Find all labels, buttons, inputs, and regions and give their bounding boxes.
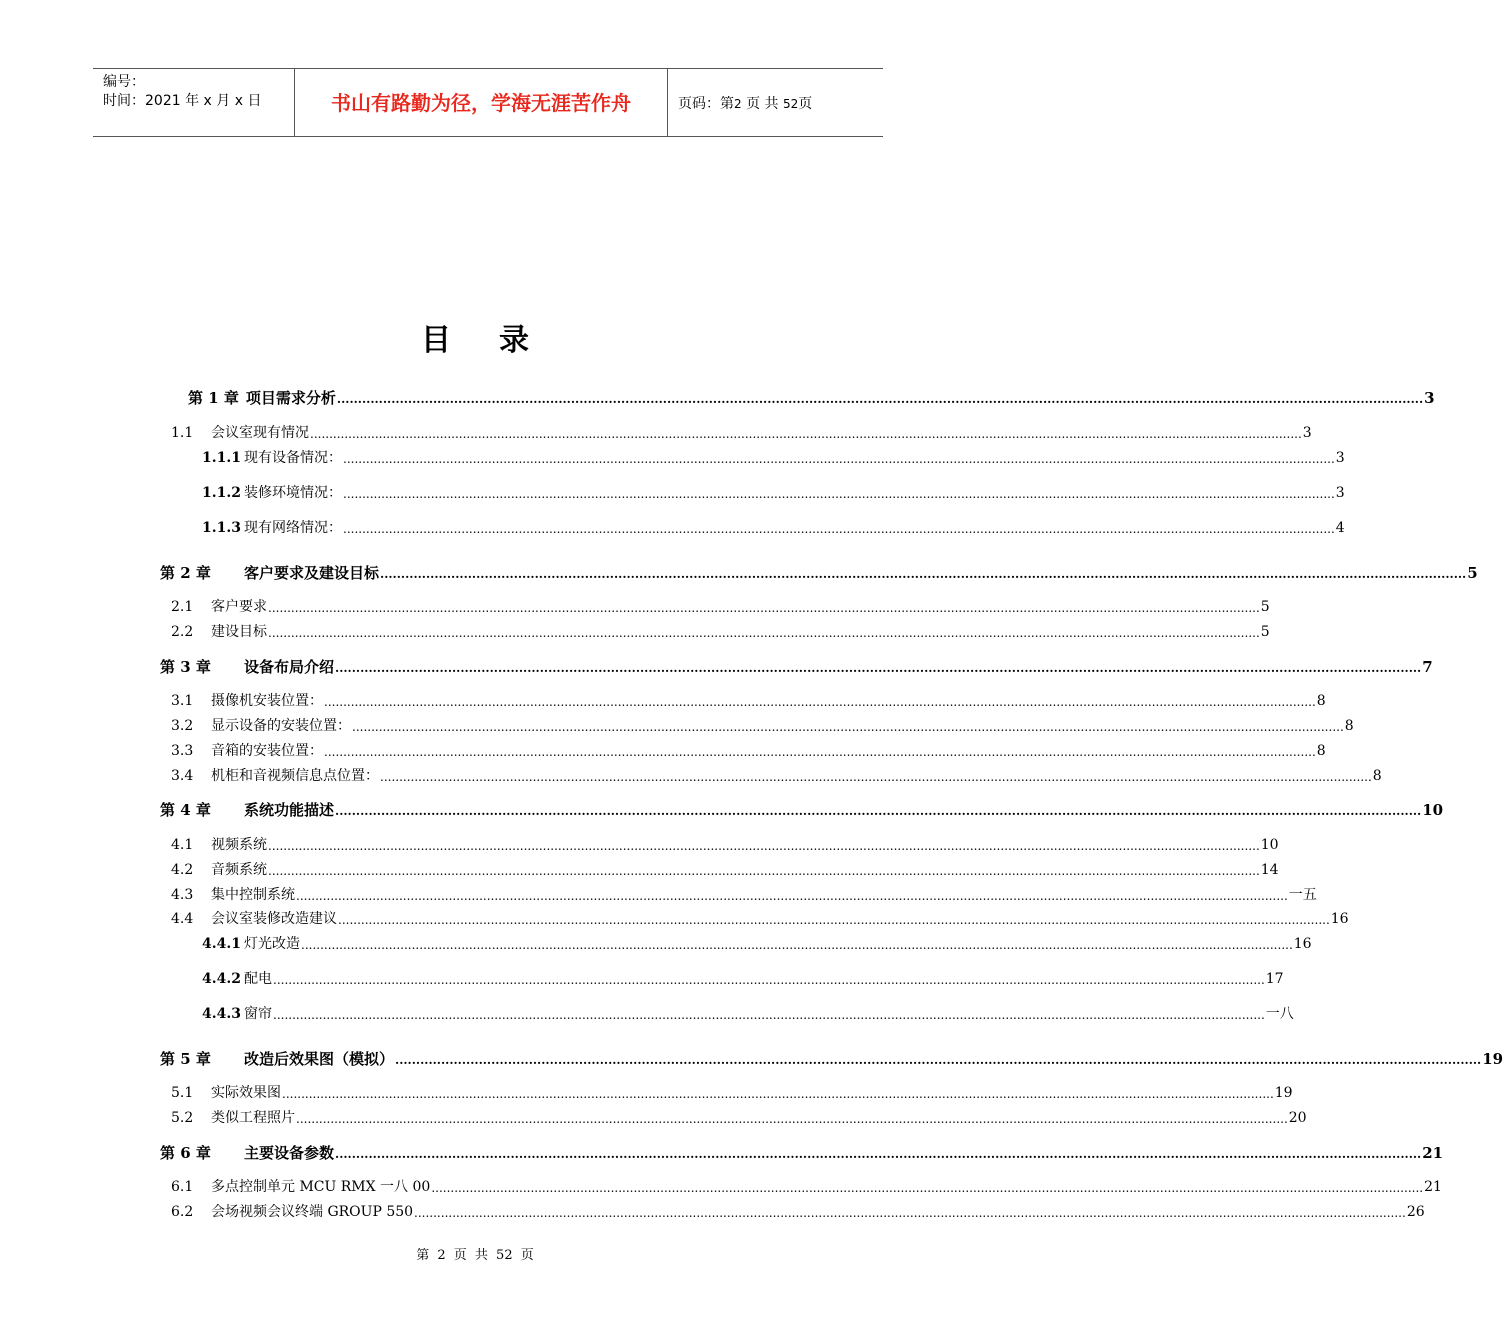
toc-leader-dots: .................................................................................................................................................................................................................................................................... [343, 452, 1335, 466]
toc-number: 3.4 [171, 768, 194, 784]
toc-section-3-1[interactable] [171, 688, 1326, 710]
toc-leader-dots: .................................................................................................................................................................................................................................................................... [352, 720, 1344, 734]
toc-chapter-1[interactable] [188, 385, 1435, 407]
toc-number: 4.4 [171, 911, 194, 927]
toc-page: 8 [1372, 768, 1382, 784]
toc-leader-dots: .................................................................................................................................................................................................................................................................... [343, 522, 1335, 536]
toc-number: 第 4 章 [160, 801, 211, 819]
toc-number: 6.2 [171, 1204, 194, 1220]
toc-page: 16 [1330, 911, 1349, 927]
toc-text: 设备布局介绍 [244, 658, 335, 676]
toc-page: 8 [1344, 718, 1354, 734]
document-time-label: 时间：2021 年 x 月 x 日 [103, 93, 262, 109]
toc-text: 机柜和音视频信息点位置： [211, 768, 379, 784]
toc-number: 4.2 [171, 862, 194, 878]
toc-page: 3 [1424, 389, 1435, 407]
toc-section-2-1[interactable] [171, 594, 1270, 616]
toc-page: 26 [1406, 1204, 1425, 1220]
toc-text: 摄像机安装位置： [211, 693, 323, 709]
toc-leader-dots: .................................................................................................................................................................................................................................................................... [273, 973, 1265, 987]
toc-page: 一五 [1288, 887, 1317, 903]
toc-number: 5.1 [171, 1085, 194, 1101]
toc-text: 音箱的安装位置： [211, 743, 323, 759]
toc-chapter-2[interactable] [160, 560, 1478, 582]
toc-page: 5 [1467, 564, 1478, 582]
toc-section-1-1[interactable] [171, 420, 1312, 442]
toc-leader-dots: .................................................................................................................................................................................................................................................................... [310, 427, 1302, 441]
toc-subsection-4-4-2[interactable] [202, 966, 1284, 988]
toc-leader-dots: .................................................................................................................................................................................................................................................................... [335, 661, 1422, 675]
toc-section-5-2[interactable] [171, 1105, 1307, 1127]
toc-number: 1.1.1 [202, 450, 241, 466]
toc-section-6-1[interactable] [171, 1174, 1442, 1196]
toc-text: 会议室现有情况 [211, 425, 309, 441]
toc-chapter-6[interactable] [160, 1140, 1444, 1162]
toc-leader-dots: .................................................................................................................................................................................................................................................................... [268, 864, 1260, 878]
toc-section-4-2[interactable] [171, 857, 1279, 879]
toc-section-4-1[interactable] [171, 832, 1279, 854]
toc-number: 3.3 [171, 743, 194, 759]
toc-text: 配电 [244, 971, 272, 987]
toc-leader-dots: .................................................................................................................................................................................................................................................................... [324, 745, 1316, 759]
toc-leader-dots: .................................................................................................................................................................................................................................................................... [335, 1147, 1422, 1161]
toc-page: 14 [1260, 862, 1279, 878]
toc-text: 主要设备参数 [244, 1144, 335, 1162]
toc-page: 3 [1302, 425, 1312, 441]
toc-number: 1.1.3 [202, 520, 241, 536]
toc-text: 多点控制单元 MCU RMX 一八 00 [211, 1179, 431, 1195]
toc-section-3-4[interactable] [171, 763, 1382, 785]
toc-text: 音频系统 [211, 862, 267, 878]
toc-leader-dots: .................................................................................................................................................................................................................................................................... [282, 1087, 1274, 1101]
toc-text: 客户要求 [211, 599, 267, 615]
document-id-label: 编号： [103, 74, 145, 90]
toc-page: 8 [1316, 693, 1326, 709]
toc-section-4-4[interactable] [171, 906, 1349, 928]
toc-text: 建设目标 [211, 624, 267, 640]
page-suffix: 页 [798, 96, 813, 112]
toc-text: 项目需求分析 [245, 389, 336, 407]
toc-leader-dots: .................................................................................................................................................................................................................................................................... [336, 392, 1424, 406]
toc-page: 一八 [1265, 1006, 1294, 1022]
toc-text: 窗帘 [244, 1006, 272, 1022]
toc-page: 17 [1265, 971, 1284, 987]
toc-number: 4.4.2 [202, 971, 241, 987]
toc-page: 3 [1335, 485, 1345, 501]
toc-number: 第 6 章 [160, 1144, 211, 1162]
toc-chapter-3[interactable] [160, 654, 1433, 676]
toc-section-6-2[interactable] [171, 1199, 1425, 1221]
toc-leader-dots: .................................................................................................................................................................................................................................................................... [296, 1112, 1288, 1126]
toc-leader-dots: .................................................................................................................................................................................................................................................................... [414, 1206, 1406, 1220]
toc-page: 4 [1335, 520, 1345, 536]
toc-leader-dots: .................................................................................................................................................................................................................................................................... [301, 938, 1293, 952]
toc-page: 20 [1288, 1110, 1307, 1126]
toc-text: 改造后效果图（模拟） [244, 1050, 395, 1068]
toc-number: 5.2 [171, 1110, 194, 1126]
toc-leader-dots: .................................................................................................................................................................................................................................................................... [268, 601, 1260, 615]
toc-number: 4.4.1 [202, 936, 241, 952]
toc-section-2-2[interactable] [171, 619, 1270, 641]
toc-leader-dots: .................................................................................................................................................................................................................................................................... [343, 487, 1335, 501]
toc-leader-dots: .................................................................................................................................................................................................................................................................... [273, 1008, 1265, 1022]
toc-subsection-1-1-3[interactable] [202, 515, 1345, 537]
toc-section-5-1[interactable] [171, 1080, 1293, 1102]
toc-section-3-3[interactable] [171, 738, 1326, 760]
toc-leader-dots: .................................................................................................................................................................................................................................................................... [431, 1181, 1424, 1195]
toc-section-3-2[interactable] [171, 713, 1354, 735]
toc-page: 19 [1482, 1050, 1503, 1068]
toc-text: 类似工程照片 [211, 1110, 295, 1126]
header-motto: 书山有路勤为径，学海无涯苦作舟 [331, 91, 631, 115]
toc-chapter-4[interactable] [160, 797, 1444, 819]
toc-text: 实际效果图 [211, 1085, 281, 1101]
toc-number: 3.1 [171, 693, 194, 709]
toc-page: 7 [1422, 658, 1433, 676]
toc-page: 8 [1316, 743, 1326, 759]
toc-number: 1.1.2 [202, 485, 241, 501]
toc-number: 2.2 [171, 624, 194, 640]
toc-number: 第 3 章 [160, 658, 211, 676]
toc-page: 5 [1260, 599, 1270, 615]
toc-page: 10 [1422, 801, 1444, 819]
toc-text: 现有网络情况： [244, 520, 342, 536]
toc-number: 2.1 [171, 599, 194, 615]
toc-leader-dots: .................................................................................................................................................................................................................................................................... [380, 770, 1372, 784]
toc-subsection-4-4-1[interactable] [202, 931, 1312, 953]
toc-number: 第 2 章 [160, 564, 211, 582]
toc-title: 目录 [421, 323, 577, 358]
toc-subsection-1-1-1[interactable] [202, 445, 1345, 467]
toc-text: 系统功能描述 [244, 801, 335, 819]
toc-leader-dots: .................................................................................................................................................................................................................................................................... [338, 913, 1330, 927]
toc-leader-dots: .................................................................................................................................................................................................................................................................... [395, 1053, 1482, 1067]
toc-chapter-5[interactable] [160, 1046, 1503, 1068]
toc-leader-dots: .................................................................................................................................................................................................................................................................... [268, 839, 1260, 853]
toc-number: 1.1 [171, 425, 194, 441]
toc-page: 3 [1335, 450, 1345, 466]
toc-number: 第 1 章 [188, 389, 239, 407]
toc-text: 装修环境情况： [244, 485, 342, 501]
toc-text: 会议室装修改造建议 [211, 911, 337, 927]
toc-number: 4.3 [171, 887, 194, 903]
toc-leader-dots: .................................................................................................................................................................................................................................................................... [268, 626, 1260, 640]
toc-subsection-4-4-3[interactable] [202, 1001, 1294, 1023]
toc-page: 16 [1293, 936, 1312, 952]
toc-text: 客户要求及建设目标 [244, 564, 380, 582]
page-current: 2 [734, 97, 742, 111]
toc-leader-dots: .................................................................................................................................................................................................................................................................... [324, 695, 1316, 709]
page-footer: 第 2 页 共 52 页 [416, 1248, 534, 1263]
toc-number: 第 5 章 [160, 1050, 211, 1068]
toc-text: 现有设备情况： [244, 450, 342, 466]
page-mid: 页 共 [746, 96, 779, 112]
toc-page: 19 [1274, 1085, 1293, 1101]
toc-number: 4.1 [171, 837, 194, 853]
toc-text: 会场视频会议终端 GROUP 550 [211, 1204, 414, 1220]
toc-text: 灯光改造 [244, 936, 300, 952]
toc-page: 21 [1422, 1144, 1444, 1162]
toc-leader-dots: .................................................................................................................................................................................................................................................................... [296, 889, 1288, 903]
toc-text: 显示设备的安装位置： [211, 718, 351, 734]
toc-leader-dots: .................................................................................................................................................................................................................................................................... [380, 567, 1467, 581]
page-prefix: 页码：第 [678, 96, 734, 112]
toc-page: 21 [1424, 1179, 1442, 1195]
toc-subsection-1-1-2[interactable] [202, 480, 1345, 502]
toc-section-4-3[interactable] [171, 882, 1317, 904]
toc-text: 集中控制系统 [211, 887, 295, 903]
toc-page: 5 [1260, 624, 1270, 640]
toc-leader-dots: .................................................................................................................................................................................................................................................................... [335, 804, 1422, 818]
toc-text: 视频系统 [211, 837, 267, 853]
toc-number: 3.2 [171, 718, 194, 734]
toc-number: 4.4.3 [202, 1006, 241, 1022]
toc-page: 10 [1260, 837, 1279, 853]
page-total: 52 [783, 97, 799, 111]
toc-number: 6.1 [171, 1179, 194, 1195]
